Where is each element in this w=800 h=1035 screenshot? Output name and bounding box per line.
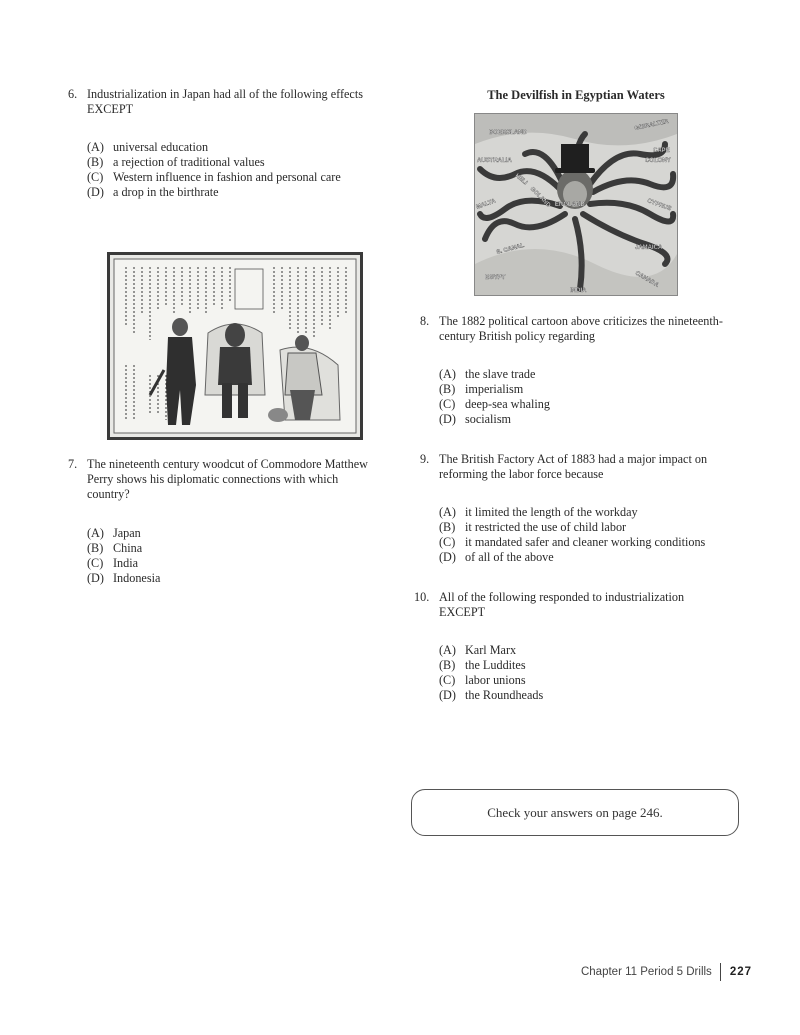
- stem-line: The nineteenth century woodcut of Commodore Matthew: [87, 457, 368, 471]
- choice-b[interactable]: (B) a rejection of traditional values: [87, 155, 265, 169]
- question-number: 10.: [414, 590, 430, 604]
- choice-d[interactable]: (D) the Roundheads: [439, 688, 544, 702]
- svg-text:COLONY: COLONY: [645, 158, 671, 164]
- question-number: 6.: [68, 87, 78, 101]
- stem-line: All of the following responded to industrialization: [439, 590, 685, 604]
- svg-text:MALTA: MALTA: [475, 198, 497, 211]
- cartoon-illustration: [475, 114, 677, 295]
- choice-c[interactable]: (C) labor unions: [439, 673, 526, 687]
- stem-line: EXCEPT: [87, 102, 134, 116]
- choice-d[interactable]: (D) Indonesia: [87, 571, 161, 585]
- choice-c[interactable]: (C) Western influence in fashion and personal care: [87, 170, 341, 184]
- stem-line: century British policy regarding: [439, 329, 596, 343]
- svg-text:JAMAICA: JAMAICA: [635, 245, 663, 251]
- perry-woodcut-image: [107, 252, 363, 440]
- choice-d[interactable]: (D) socialism: [439, 412, 512, 426]
- woodcut-illustration: [110, 255, 360, 437]
- question-stem: [420, 452, 750, 482]
- answer-choices: [68, 140, 398, 200]
- stem-line: Perry shows his diplomatic connections with which: [87, 472, 339, 486]
- question-stem: [68, 87, 398, 117]
- choice-b[interactable]: (B) imperialism: [439, 382, 524, 396]
- svg-text:AUSTRALIA: AUSTRALIA: [477, 158, 512, 164]
- stem-line: EXCEPT: [439, 605, 486, 619]
- question-stem: [420, 314, 750, 344]
- choice-a[interactable]: (A) it limited the length of the workday: [439, 505, 638, 519]
- answer-choices: [420, 505, 750, 565]
- question-number: 7.: [68, 457, 78, 471]
- svg-text:CANADA: CANADA: [634, 270, 660, 289]
- choice-a[interactable]: (A) Japan: [87, 526, 141, 540]
- svg-text:ENGLAND: ENGLAND: [555, 202, 585, 208]
- svg-text:EGYPT: EGYPT: [485, 275, 506, 281]
- svg-text:GIBRALTER: GIBRALTER: [634, 118, 670, 132]
- choice-b[interactable]: (B) China: [87, 541, 143, 555]
- stem-line: reforming the labor force because: [439, 467, 604, 481]
- question-9: [420, 452, 750, 565]
- check-answers-text: Check your answers on page 246.: [487, 804, 663, 820]
- svg-text:CYPRUS: CYPRUS: [646, 198, 672, 213]
- check-answers-box: [411, 789, 739, 836]
- question-stem: [68, 457, 398, 502]
- svg-text:S. CANAL: S. CANAL: [495, 242, 525, 256]
- question-number: 8.: [420, 314, 430, 328]
- choice-d[interactable]: (D) a drop in the birthrate: [87, 185, 219, 199]
- stem-line: The 1882 political cartoon above criticizes the nineteenth-: [439, 314, 723, 328]
- page-number: 227: [729, 966, 752, 978]
- answer-choices: [414, 643, 750, 703]
- choice-a[interactable]: (A) universal education: [87, 140, 209, 154]
- question-10: [414, 590, 750, 703]
- cartoon-title: The Devilfish in Egyptian Waters: [487, 88, 665, 102]
- svg-text:INDIA: INDIA: [570, 288, 587, 294]
- question-6: [68, 87, 398, 200]
- choice-c[interactable]: (C) it mandated safer and cleaner working conditions: [439, 535, 706, 549]
- page-footer: [581, 963, 752, 981]
- question-number: 9.: [420, 452, 430, 466]
- choice-b[interactable]: (B) the Luddites: [439, 658, 526, 672]
- question-stem: [414, 590, 750, 620]
- choice-a[interactable]: (A) the slave trade: [439, 367, 536, 381]
- chapter-label: Chapter 11 Period 5 Drills: [580, 966, 712, 978]
- footer-divider: [720, 963, 721, 981]
- choice-d[interactable]: (D) of all of the above: [439, 550, 554, 564]
- stem-line: The British Factory Act of 1883 had a major impact on: [439, 452, 708, 466]
- svg-text:CAPE: CAPE: [653, 148, 670, 154]
- svg-text:BOERSLAND: BOERSLAND: [489, 130, 528, 136]
- stem-line: Industrialization in Japan had all of the following effects: [87, 87, 363, 101]
- question-8: [420, 314, 750, 427]
- stem-line: country?: [87, 487, 130, 501]
- svg-text:GOLAND: GOLAND: [528, 186, 552, 209]
- choice-c[interactable]: (C) India: [87, 556, 139, 570]
- question-7: [68, 457, 398, 586]
- svg-text:HELI: HELI: [513, 172, 529, 187]
- answer-choices: [420, 367, 750, 427]
- choice-c[interactable]: (C) deep-sea whaling: [439, 397, 550, 411]
- answer-choices: [68, 526, 398, 586]
- choice-b[interactable]: (B) it restricted the use of child labor: [439, 520, 627, 534]
- choice-a[interactable]: (A) Karl Marx: [439, 643, 517, 657]
- devilfish-cartoon-image: [474, 113, 678, 296]
